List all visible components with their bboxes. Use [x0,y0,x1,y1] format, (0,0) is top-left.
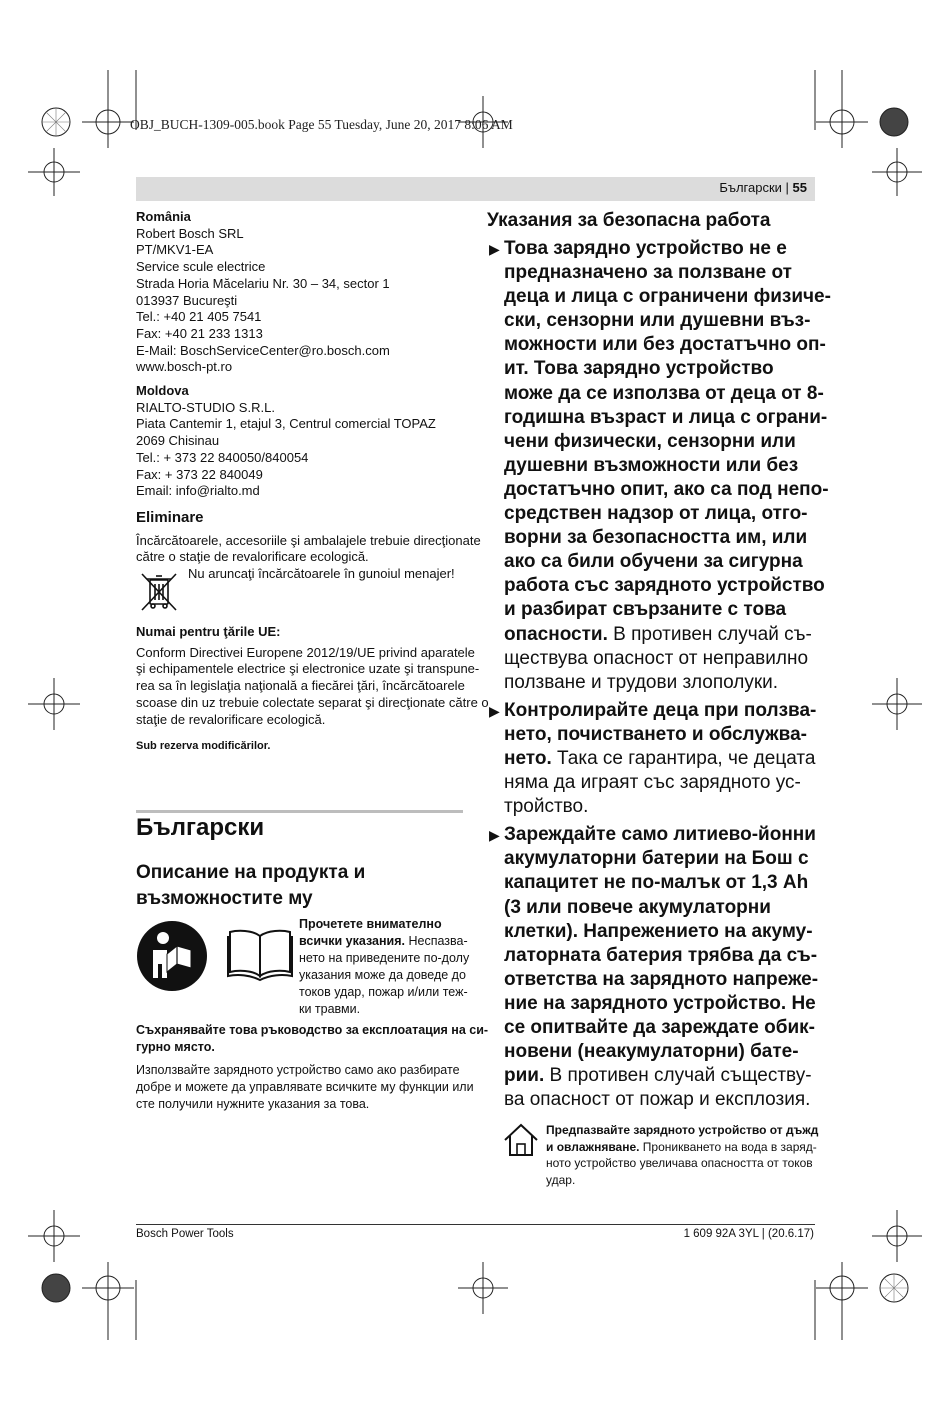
moldova-contact [136,383,466,500]
page-number: 55 [792,180,807,195]
keep-manual-line: Съхранявайте това ръководство за експлоатация на си- [136,1023,489,1037]
romania-line: Strada Horia Măcelariu Nr. 30 – 34, sector 1 [136,275,390,291]
moldova-line: 2069 Chisinau [136,433,220,449]
moisture-warning-text: удар. [546,1172,576,1187]
read-note-text: указания може да доведе до [299,968,466,982]
disposal-warning: Nu aruncaţi încărcătoarele în gunoiul menajer! [188,566,455,582]
moldova-line: Email: info@rialto.md [136,483,260,499]
indoor-use-house-icon [502,1122,540,1158]
bullet-triangle-icon: ▶ [489,702,500,719]
ue-heading: Numai pentru ţările UE: [136,624,281,640]
moldova-heading: Moldova [136,383,189,399]
moldova-line: Piata Cantemir 1, etajul 3, Centrul comercial TOPAZ [136,416,436,432]
safety-item-supervision: ▶ Контролирайте деца при ползва- нето, почистването и обслужва- нето. Така се гарантира, че децата няма да играят със зарядното ус- тройство. [489,699,817,818]
read-note-bold: Прочетете внимателно [299,917,442,931]
page-header: Български | 55 [136,177,815,201]
product-description-line: възможностите му [136,888,313,909]
footer-brand: Bosch Power Tools [136,1228,234,1240]
romania-line: PT/MKV1-EA [136,242,214,258]
read-note-bold: всички указания. [299,934,405,948]
section-divider [136,810,463,813]
romania-line: E-Mail: BoschServiceCenter@ro.bosch.com [136,342,390,358]
moisture-warning-text: ното устройство увеличава опасността от токов [546,1156,813,1170]
romania-line: Tel.: +40 21 405 7541 [136,309,262,325]
right-column [487,209,831,1116]
usage-note [136,1062,474,1113]
usage-line: добре и можете да управлявате всичките му функции или [136,1080,474,1094]
footer-doc-code: 1 609 92A 3YL | (20.6.17) [683,1228,814,1240]
safety-item-children: ▶ Това зарядно устройство не е предназначено за ползване от деца и лица с ограничени физиче- ски, сензорни или душевни въз- можности или без достатъчно оп- ит. Това зарядно устройство може да се използва от деца от 8- годишна възраст и лица с ограни- чени физически, сензорни или душевни възможности или без достатъчно опит, ако са под непо- средствен надзор от лица, отго- ворни за безопасността им, или ако са били обучени за сигурна работа със зарядното устройство и разбират свързаните с това опасности. В противен случай съ- ществува опасност от неправилно ползване и трудови злополуки. [489,238,831,693]
romania-line: 013937 Bucureşti [136,292,238,308]
read-manual-icon [136,920,208,992]
open-book-icon [226,926,294,982]
read-note-text: нето на приведените по-долу [299,951,470,965]
romania-contact [136,209,466,376]
romania-heading: România [136,209,191,224]
print-slug: OBJ_BUCH-1309-005.book Page 55 Tuesday, June 20, 2017 8:06 AM [130,117,513,132]
eliminare-heading: Eliminare [136,508,204,526]
moldova-line: Tel.: + 373 22 840050/840054 [136,449,309,465]
reserve-note: Sub rezerva modificărilor. [136,740,271,753]
product-description-line: Описание на продукта и [136,862,366,883]
crossed-bin-icon [136,568,182,614]
moldova-line: Fax: + 373 22 840049 [136,466,263,482]
romania-line: Service scule electrice [136,259,266,275]
disposal-notice [136,566,466,616]
footer-divider [136,1224,815,1225]
read-note-text: токов удар, пожар и/или теж- [299,985,468,999]
moisture-warning [546,1122,818,1188]
eliminare-line: Încărcătoarele, accesoriile şi ambalajele trebuie direcţionate [136,532,481,548]
usage-line: сте получили нужните указания за това. [136,1097,370,1111]
read-note-text: ки травми. [299,1002,361,1016]
read-note-text: Неспазва- [405,934,468,948]
usage-line: Използвайте зарядното устройство само ако разбирате [136,1063,460,1077]
read-instructions-note [299,916,469,1018]
bullet-triangle-icon: ▶ [489,827,500,844]
ue-line: Conform Directivei Europene 2012/19/UE privind aparatele [136,644,475,660]
moisture-warning-text: Проникването на вода в заряд- [639,1139,817,1154]
ue-line: şi echipamentele electrice şi electronice uzate şi transpune- [136,661,480,677]
romania-line: www.bosch-pt.ro [136,359,233,375]
moisture-warning-bold: и овлажняване. [546,1139,640,1154]
bulgarian-title: Български [136,814,265,841]
ue-line: rea sa în legislaţia naţională a fiecărei ţări, încărcătoarele [136,678,465,694]
eliminare-line: către o staţie de revalorificare ecologică. [136,549,369,565]
romania-line: Robert Bosch SRL [136,225,244,241]
ue-line: staţie de revalorificare ecologică. [136,711,326,727]
safety-item-batteries: ▶ Зареждайте само литиево-йонни акумулаторни батерии на Бош с капацитет не по-малък от 1,3 Ah (3 или повече акумулаторни клетки). Напрежението на акуму- латорната батерия трябва да съ- ответства на зарядното напреже- ние на зарядното устройство. Не се опитвайте да зареждате обик- новени (неакумулаторни) бате- рии. В противен случай съществу- ва опасност от пожар и експлозия. [489,824,819,1111]
keep-manual-line: гурно място. [136,1040,215,1054]
moisture-warning-bold: Предпазвайте зарядното устройство от дъжд [546,1123,819,1137]
bullet-triangle-icon: ▶ [489,241,500,257]
left-column [136,209,489,755]
keep-manual-note [136,1022,488,1056]
header-language: Български [719,180,782,195]
moldova-line: RIALTO-STUDIO S.R.L. [136,399,275,415]
product-description-heading [136,860,365,912]
romania-line: Fax: +40 21 233 1313 [136,325,263,341]
ue-line: scoase din uz trebuie colectate separat şi direcţionate către o [136,694,489,710]
safety-heading: Указания за безопасна работа [487,210,771,231]
